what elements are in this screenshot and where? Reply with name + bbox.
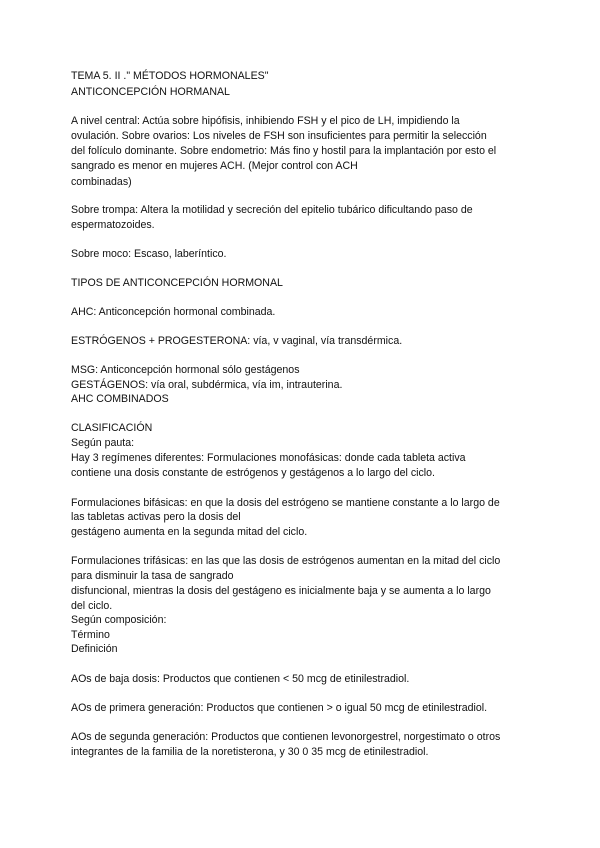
paragraph-line: Sobre trompa: Altera la motilidad y secreción del epitelio tubárico dificultando paso de [71, 204, 473, 216]
paragraph-line: integrantes de la familia de la noretisterona, y 30 0 35 mcg de etinilestradiol. [71, 746, 429, 758]
list-item: Término [71, 629, 110, 641]
section-heading: AHC COMBINADOS [71, 393, 169, 405]
doc-subtitle: ANTICONCEPCIÓN HORMANAL [71, 86, 230, 98]
paragraph-line: Formulaciones trifásicas: en las que las dosis de estrógenos aumentan en la mitad del ciclo [71, 555, 501, 567]
paragraph-line: AHC: Anticoncepción hormonal combinada. [71, 306, 276, 318]
paragraph-line: contiene una dosis constante de estrógenos y gestágenos a lo largo del ciclo. [71, 467, 435, 479]
paragraph-line: combinadas) [71, 176, 132, 188]
paragraph-line: AOs de segunda generación: Productos que contienen levonorgestrel, norgestimato o otros [71, 731, 501, 743]
paragraph-line: A nivel central: Actúa sobre hipófisis, inhibiendo FSH y el pico de LH, impidiendo la [71, 115, 460, 127]
paragraph-line: Según composición: [71, 614, 167, 626]
paragraph-line: Sobre moco: Escaso, laberíntico. [71, 248, 227, 260]
paragraph-line: para disminuir la tasa de sangrado [71, 570, 234, 582]
paragraph-line: del folículo dominante. Sobre endometrio: Más fino y hostil para la implantación por esto el [71, 145, 497, 157]
paragraph-line: las tabletas activas pero la dosis del [71, 511, 241, 523]
paragraph-line: ovulación. Sobre ovarios: Los niveles de FSH son insuficientes para permitir la selección [71, 130, 487, 142]
doc-title: TEMA 5. II ." MÉTODOS HORMONALES" [71, 70, 269, 82]
paragraph-line: AOs de baja dosis: Productos que contienen < 50 mcg de etinilestradiol. [71, 673, 410, 685]
paragraph-line: ESTRÓGENOS + PROGESTERONA: vía, v vaginal, vía transdérmica. [71, 335, 403, 347]
paragraph-line: AOs de primera generación: Productos que contienen > o igual 50 mcg de etinilestradiol. [71, 702, 488, 714]
section-heading: TIPOS DE ANTICONCEPCIÓN HORMONAL [71, 277, 283, 289]
paragraph-line: espermatozoides. [71, 219, 155, 231]
paragraph-line: Según pauta: [71, 437, 135, 449]
paragraph-line: Hay 3 regímenes diferentes: Formulaciones monofásicas: donde cada tableta activa [71, 452, 466, 464]
paragraph-line: sangrado es menor en mujeres ACH. (Mejor control con ACH [71, 160, 358, 172]
section-heading: CLASIFICACIÓN [71, 422, 153, 434]
paragraph-line: gestágeno aumenta en la segunda mitad del ciclo. [71, 526, 308, 538]
list-item: Definición [71, 643, 118, 655]
paragraph-line: del ciclo. [71, 600, 113, 612]
paragraph-line: MSG: Anticoncepción hormonal sólo gestágenos [71, 364, 300, 376]
paragraph-line: GESTÁGENOS: vía oral, subdérmica, vía im, intrauterina. [71, 379, 343, 391]
paragraph-line: Formulaciones bifásicas: en que la dosis del estrógeno se mantiene constante a lo largo de [71, 497, 500, 509]
paragraph-line: disfuncional, mientras la dosis del gestágeno es inicialmente baja y se aumenta a lo largo [71, 585, 491, 597]
